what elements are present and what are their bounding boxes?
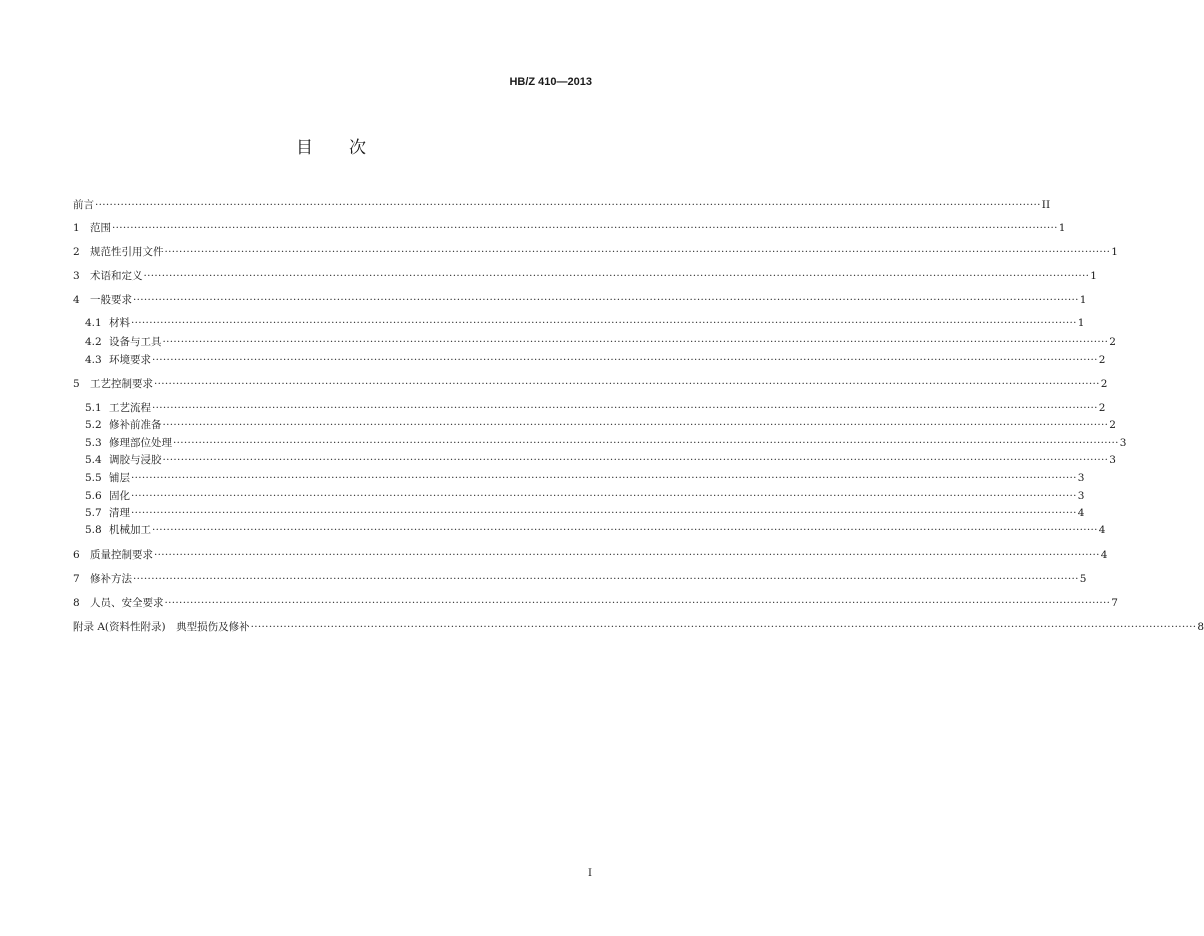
toc-entry[interactable]: [73, 316, 1085, 330]
toc-entry-label: [85, 471, 130, 485]
toc-entry-page: 3: [1119, 437, 1127, 449]
page-title: 目次: [296, 138, 402, 158]
toc-leader-dots: ····································································································································································································································································: [133, 573, 1079, 585]
toc-entry-label: [73, 572, 132, 586]
toc-entry-number: 3: [73, 270, 80, 282]
toc-entry[interactable]: [73, 471, 1085, 485]
toc-entry[interactable]: [73, 353, 1106, 367]
toc-entry[interactable]: [73, 572, 1087, 586]
toc-leader-dots: ····································································································································································································································································: [112, 222, 1058, 234]
toc-entry[interactable]: [73, 401, 1106, 415]
toc-entry-number: 1: [73, 222, 80, 234]
toc-entry-label: [85, 489, 130, 503]
toc-entry-page: II: [1041, 199, 1051, 211]
toc-entry-title: 质量控制要求: [90, 549, 153, 561]
toc-entry-title: 工艺控制要求: [90, 378, 153, 390]
toc-entry-page: 1: [1077, 317, 1085, 329]
toc-leader-dots: ····································································································································································································································································: [152, 402, 1098, 414]
toc-entry[interactable]: [73, 335, 1116, 349]
toc-entry-title: 人员、安全要求: [90, 597, 164, 609]
toc-entry[interactable]: [73, 548, 1108, 562]
toc-entry-page: 5: [1079, 573, 1087, 585]
document-code: HB/Z 410—2013: [509, 76, 592, 88]
toc-entry-page: 2: [1100, 378, 1108, 390]
toc-entry-page: 1: [1058, 222, 1066, 234]
toc-leader-dots: ····································································································································································································································································: [131, 507, 1077, 519]
toc-entry-page: 1: [1111, 246, 1118, 258]
toc-leader-dots: ····································································································································································································································································: [173, 437, 1119, 449]
toc-entry[interactable]: [73, 453, 1116, 467]
toc-leader-dots: ····································································································································································································································································: [164, 246, 1111, 258]
toc-entry-number: 5.8: [85, 524, 102, 536]
toc-entry-title: 固化: [109, 490, 130, 502]
page-number: I: [588, 868, 592, 879]
toc-entry-title: 清理: [109, 507, 130, 519]
toc-entry-page: 3: [1109, 454, 1116, 466]
toc-entry-number: 5.7: [85, 507, 102, 519]
toc-entry-title: 修理部位处理: [109, 437, 172, 449]
toc-entry-number: 4.2: [85, 336, 102, 348]
toc-entry-number: 5.6: [85, 490, 102, 502]
toc-entry-page: 8: [1197, 621, 1204, 633]
toc-entry-title: 附录 A(资料性附录) 典型损伤及修补: [73, 621, 250, 633]
toc-entry-number: 7: [73, 573, 80, 585]
toc-entry-title: 修补前准备: [109, 419, 162, 431]
toc-entry[interactable]: [73, 506, 1085, 520]
toc-leader-dots: ····································································································································································································································································: [143, 270, 1090, 282]
toc-entry-number: 5.5: [85, 472, 102, 484]
toc-entry[interactable]: [73, 418, 1116, 432]
toc-entry-label: [73, 269, 143, 283]
toc-entry-label: [85, 335, 162, 349]
toc-leader-dots: ····································································································································································································································································: [164, 597, 1111, 609]
toc-entry-number: 4.1: [85, 317, 102, 329]
toc-entry-page: 2: [1109, 336, 1116, 348]
toc-entry-title: 环境要求: [109, 354, 151, 366]
toc-entry-page: 3: [1077, 472, 1085, 484]
toc-entry[interactable]: [73, 269, 1097, 283]
toc-entry-label: [85, 401, 151, 415]
toc-entry-number: 6: [73, 549, 80, 561]
toc-entry[interactable]: [73, 436, 1127, 450]
toc-leader-dots: ····································································································································································································································································: [152, 524, 1098, 536]
toc-entry[interactable]: [73, 293, 1087, 307]
toc-leader-dots: ····································································································································································································································································: [250, 621, 1197, 633]
toc-entry-label: [85, 316, 130, 330]
toc-entry-title: 前言: [73, 199, 94, 211]
toc-entry-label: [73, 221, 111, 235]
toc-entry-title: 设备与工具: [109, 336, 162, 348]
toc-entry-page: 4: [1077, 507, 1085, 519]
toc-entry-label: [73, 596, 164, 610]
toc-entry-title: 规范性引用文件: [90, 246, 164, 258]
toc-entry-page: 2: [1109, 419, 1116, 431]
toc-entry-number: 4.3: [85, 354, 102, 366]
toc-entry-page: 1: [1090, 270, 1097, 282]
toc-entry-number: 4: [73, 294, 80, 306]
toc-entry[interactable]: [73, 245, 1118, 259]
toc-entry-label: [73, 377, 153, 391]
toc-entry-label: [73, 293, 132, 307]
toc-entry-page: 2: [1098, 354, 1106, 366]
toc-entry-label: [85, 506, 130, 520]
toc-entry-title: 铺层: [109, 472, 130, 484]
toc-leader-dots: ····································································································································································································································································: [133, 294, 1079, 306]
toc-entry-label: [85, 353, 151, 367]
toc-entry-title: 修补方法: [90, 573, 132, 585]
toc-leader-dots: ····································································································································································································································································: [162, 454, 1109, 466]
toc-entry-title: 术语和定义: [90, 270, 143, 282]
toc-entry-number: 5.1: [85, 402, 102, 414]
toc-entry-title: 机械加工: [109, 524, 151, 536]
toc-entry-number: 2: [73, 246, 80, 258]
toc-leader-dots: ····································································································································································································································································: [131, 317, 1077, 329]
toc-leader-dots: ····································································································································································································································································: [154, 549, 1100, 561]
toc-entry-page: 2: [1098, 402, 1106, 414]
toc-leader-dots: ····································································································································································································································································: [131, 472, 1077, 484]
toc-leader-dots: ····································································································································································································································································: [95, 199, 1041, 211]
toc-entry-label: [73, 245, 164, 259]
toc-leader-dots: ····································································································································································································································································: [162, 419, 1109, 431]
toc-entry-title: 工艺流程: [109, 402, 151, 414]
toc-entry-page: 1: [1079, 294, 1087, 306]
toc-leader-dots: ····································································································································································································································································: [131, 490, 1077, 502]
toc-entry[interactable]: [73, 377, 1108, 391]
toc-entry-label: [73, 620, 250, 634]
toc-entry-number: 5.3: [85, 437, 102, 449]
toc-entry[interactable]: [73, 489, 1085, 503]
toc-entry-title: 调胶与浸胶: [109, 454, 162, 466]
toc-entry-label: [85, 418, 162, 432]
toc-entry[interactable]: [73, 198, 1051, 212]
toc-entry-label: [85, 436, 172, 450]
toc-entry-number: 5.2: [85, 419, 102, 431]
toc-leader-dots: ····································································································································································································································································: [152, 354, 1098, 366]
toc-entry-page: 7: [1111, 597, 1118, 609]
toc-entry[interactable]: [73, 620, 1204, 634]
toc-leader-dots: ····································································································································································································································································: [162, 336, 1109, 348]
toc-entry-page: 4: [1100, 549, 1108, 561]
toc-entry-page: 3: [1077, 490, 1085, 502]
toc-entry-label: [73, 198, 94, 212]
toc-entry-label: [85, 453, 162, 467]
toc-entry-number: 8: [73, 597, 80, 609]
toc-entry-number: 5: [73, 378, 80, 390]
toc-entry[interactable]: [73, 221, 1066, 235]
toc-entry-title: 一般要求: [90, 294, 132, 306]
toc-entry-title: 材料: [109, 317, 130, 329]
toc-entry[interactable]: [73, 523, 1106, 537]
toc-entry[interactable]: [73, 596, 1118, 610]
toc-entry-title: 范围: [90, 222, 111, 234]
toc-entry-label: [73, 548, 153, 562]
toc-entry-number: 5.4: [85, 454, 102, 466]
toc-entry-label: [85, 523, 151, 537]
toc-leader-dots: ····································································································································································································································································: [154, 378, 1100, 390]
toc-entry-page: 4: [1098, 524, 1106, 536]
